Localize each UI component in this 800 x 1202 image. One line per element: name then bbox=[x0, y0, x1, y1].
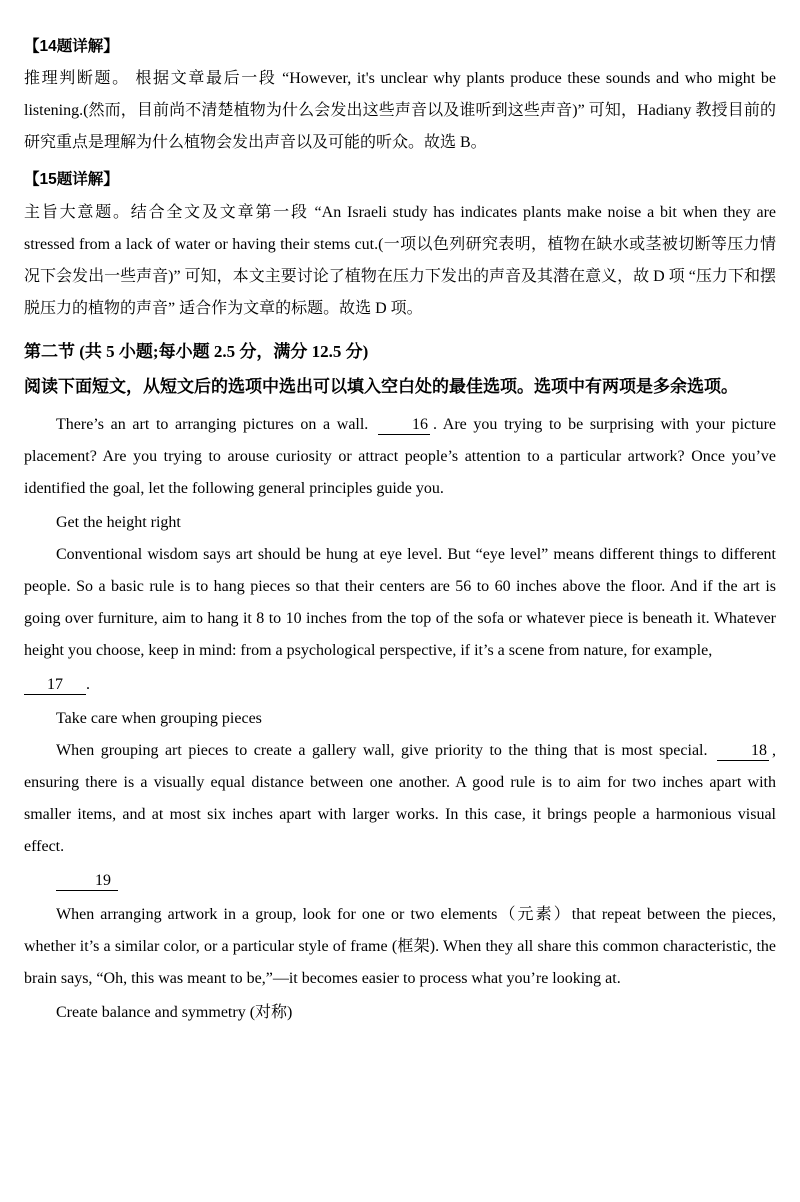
passage-paragraph-3 bbox=[24, 735, 776, 863]
blank-16: 16 bbox=[378, 416, 430, 435]
explanation-heading-15: 【15题详解】 bbox=[24, 171, 119, 189]
passage-paragraph-4: When arranging artwork in a group, look for one or two elements（元素）that repeat between the pieces, whether it’s a similar color, or a particular style of frame (框架). When they all share this common characteristic, the brain says, “Oh, this was meant to be,”—it becomes easier to process what you’re looking at. bbox=[24, 906, 776, 988]
passage-p2-text-b: . bbox=[86, 676, 90, 694]
blank-17: 17 bbox=[24, 676, 86, 695]
explanation-body-15: 主旨大意题。结合全文及文章第一段 “An Israeli study has indicates plants make noise a bit when they are stressed from a lack of water or having their stems cut.(一项以色列研究表明，植物在缺水或茎被切断等压力情况下会发出一些声音)” 可知，本文主要讨论了植物在压力下发出的声音及其潜在意义，故 D 项 “压力下和摆脱压力的植物的声音” 适合作为文章的标题。故选 D 项。 bbox=[24, 203, 776, 317]
passage-p1-text-b: . Are you trying to be surprising with your picture placement? Are you trying to arouse curiosity or attract people’s attention to a particular artwork? Once you’ve identified the goal, let the following general principles guide you. bbox=[24, 416, 777, 498]
passage-subheading-2: Take care when grouping pieces bbox=[56, 710, 262, 728]
passage-p2-text-a: Conventional wisdom says art should be hung at eye level. But “eye level” means different things to different people. So a basic rule is to hang pieces so that their centers are 56 to 60 inches above the floor. And if the art is going over furniture, aim to hang it 8 to 10 inches from the top of the sofa or whatever piece is beneath it. Whatever height you choose, keep in mind: from a psychological perspective, if it’s a scene from nature, for example, bbox=[24, 546, 776, 660]
passage-paragraph-1 bbox=[24, 409, 776, 505]
passage-paragraph-blank-19 bbox=[24, 865, 776, 897]
passage-paragraph-2 bbox=[24, 539, 776, 667]
passage-p3-text-b: , ensuring there is a visually equal distance between one another. A good rule is to aim for two inches apart with smaller items, and at most six inches apart with larger works. In this case, it brings people a harmonious visual effect. bbox=[24, 742, 777, 856]
explanation-body-14: 推理判断题。 根据文章最后一段 “However, it's unclear why plants produce these sounds and who might be listening.(然而，目前尚不清楚植物为什么会发出这些声音以及谁听到这些声音)” 可知，Hadiany 教授目前的研究重点是理解为什么植物会发出声音以及可能的听众。故选 B。 bbox=[24, 70, 776, 152]
explanation-block-14 bbox=[24, 32, 776, 159]
passage-p1-text-a: There’s an art to arranging pictures on a wall. bbox=[56, 416, 369, 434]
section-instruction: 阅读下面短文，从短文后的选项中选出可以填入空白处的最佳选项。选项中有两项是多余选项。 bbox=[24, 377, 738, 397]
passage-subheading-3: Create balance and symmetry (对称) bbox=[56, 1004, 293, 1022]
passage-p3-text-a: When grouping art pieces to create a gallery wall, give priority to the thing that is most special. bbox=[56, 742, 708, 760]
section-title: 第二节 (共 5 小题;每小题 2.5 分，满分 12.5 分) bbox=[24, 341, 369, 361]
passage-paragraph-2-blank-line bbox=[24, 669, 776, 701]
blank-18: 18 bbox=[717, 742, 769, 761]
passage-subheading-1: Get the height right bbox=[56, 514, 181, 532]
explanation-heading-14: 【14题详解】 bbox=[24, 38, 119, 55]
explanation-block-15 bbox=[24, 165, 776, 324]
blank-19: 19 bbox=[56, 872, 118, 891]
